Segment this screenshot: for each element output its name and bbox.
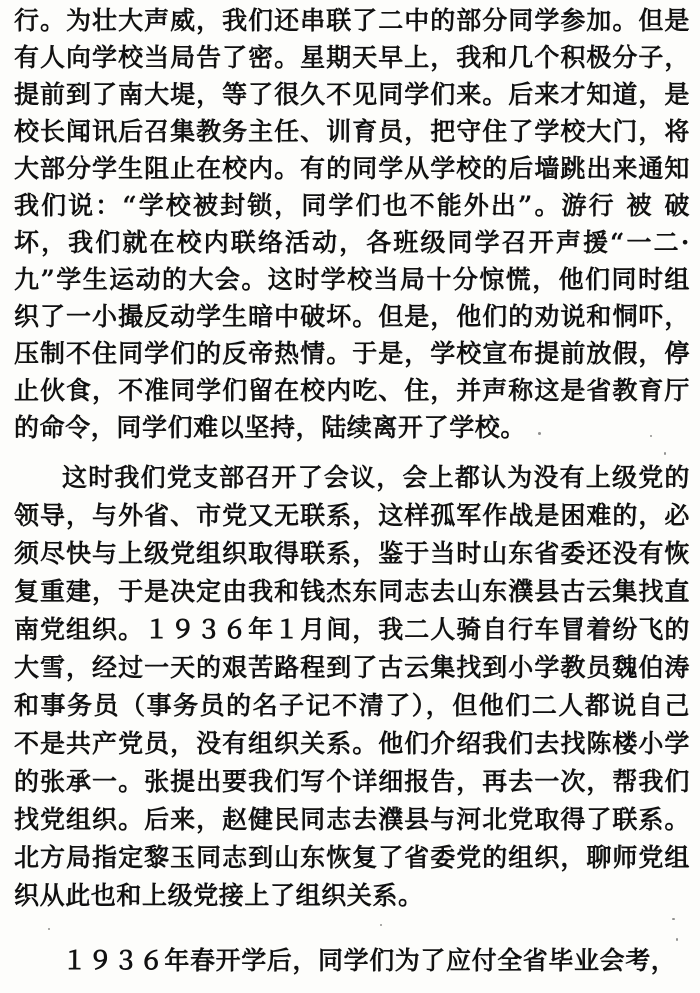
text-line-16: 复重建，于是决定由我和钱杰东同志去山东濮县古云集找直 [14,577,690,606]
text-line-10: 压制不住同学们的反帝热情。于是，学校宣布提前放假，停 [14,339,690,368]
scan-speck [672,918,675,920]
text-line-23: 北方局指定黎玉同志到山东恢复了省委党的组织，聊师党组 [14,843,690,872]
text-line-9: 织了一小撮反动学生暗中破坏。但是，他们的劝说和恫吓， [14,302,690,331]
text-line-11: 止伙食，不准同学们留在校内吃、住，并声称这是省教育厅 [14,376,690,405]
text-line-5: 大部分学生阻止在校内。有的同学从学校的后墙跳出来通知 [14,154,690,183]
scan-speck [664,452,666,455]
text-line-13: 这时我们党支部召开了会议，会上都认为没有上级党的 [62,463,690,492]
scan-speck [538,432,541,435]
text-line-20: 不是共产党员，没有组织关系。他们介绍我们去找陈楼小学 [14,729,690,758]
text-line-14: 领导，与外省、市党又无联系，这样孤军作战是困难的，必 [14,501,690,530]
text-line-6: 我们说：“学校被封锁，同学们也不能外出”。游行 被 破 [14,191,690,220]
text-line-22: 找党组织。后来，赵健民同志去濮县与河北党取得了联系。 [14,805,690,834]
scan-speck [380,924,382,926]
scan-speck [48,928,50,930]
text-line-4: 校长闻讯后召集教务主任、训育员，把守住了学校大门，将 [14,117,690,146]
text-line-17: 南党组织。１９３６年１月间，我二人骑自行车冒着纷飞的 [14,615,690,644]
text-line-19: 和事务员（事务员的名子记不清了），但他们二人都说自己 [14,691,690,720]
text-line-12: 的命令，同学们难以坚持，陆续离开了学校。 [14,413,527,442]
text-line-15: 须尽快与上级党组织取得联系，鉴于当时山东省委还没有恢 [14,539,690,568]
text-line-8: 九”学生运动的大会。这时学校当局十分惊慌，他们同时组 [14,265,690,294]
scan-speck [676,938,678,941]
text-line-24: 织从此也和上级党接上了组织关系。 [14,881,424,910]
text-line-7: 坏，我们就在校内联络活动，各班级同学召开声援“一二· [14,228,690,257]
text-line-18: 大雪，经过一天的艰苦路程到了古云集找到小学教员魏伯涛 [14,653,690,682]
scan-speck [650,435,652,437]
text-line-2: 有人向学校当局告了密。星期天早上，我和几个积极分子， [14,43,690,72]
text-line-25: １９３６年春开学后，同学们为了应付全省毕业会考， [62,946,677,975]
text-line-3: 提前到了南大堤，等了很久不见同学们来。后来才知道，是 [14,80,690,109]
text-line-1: 行。为壮大声威，我们还串联了二中的部分同学参加。但是 [14,6,690,35]
text-line-21: 的张承一。张提出要我们写个详细报告，再去一次，帮我们 [14,767,690,796]
